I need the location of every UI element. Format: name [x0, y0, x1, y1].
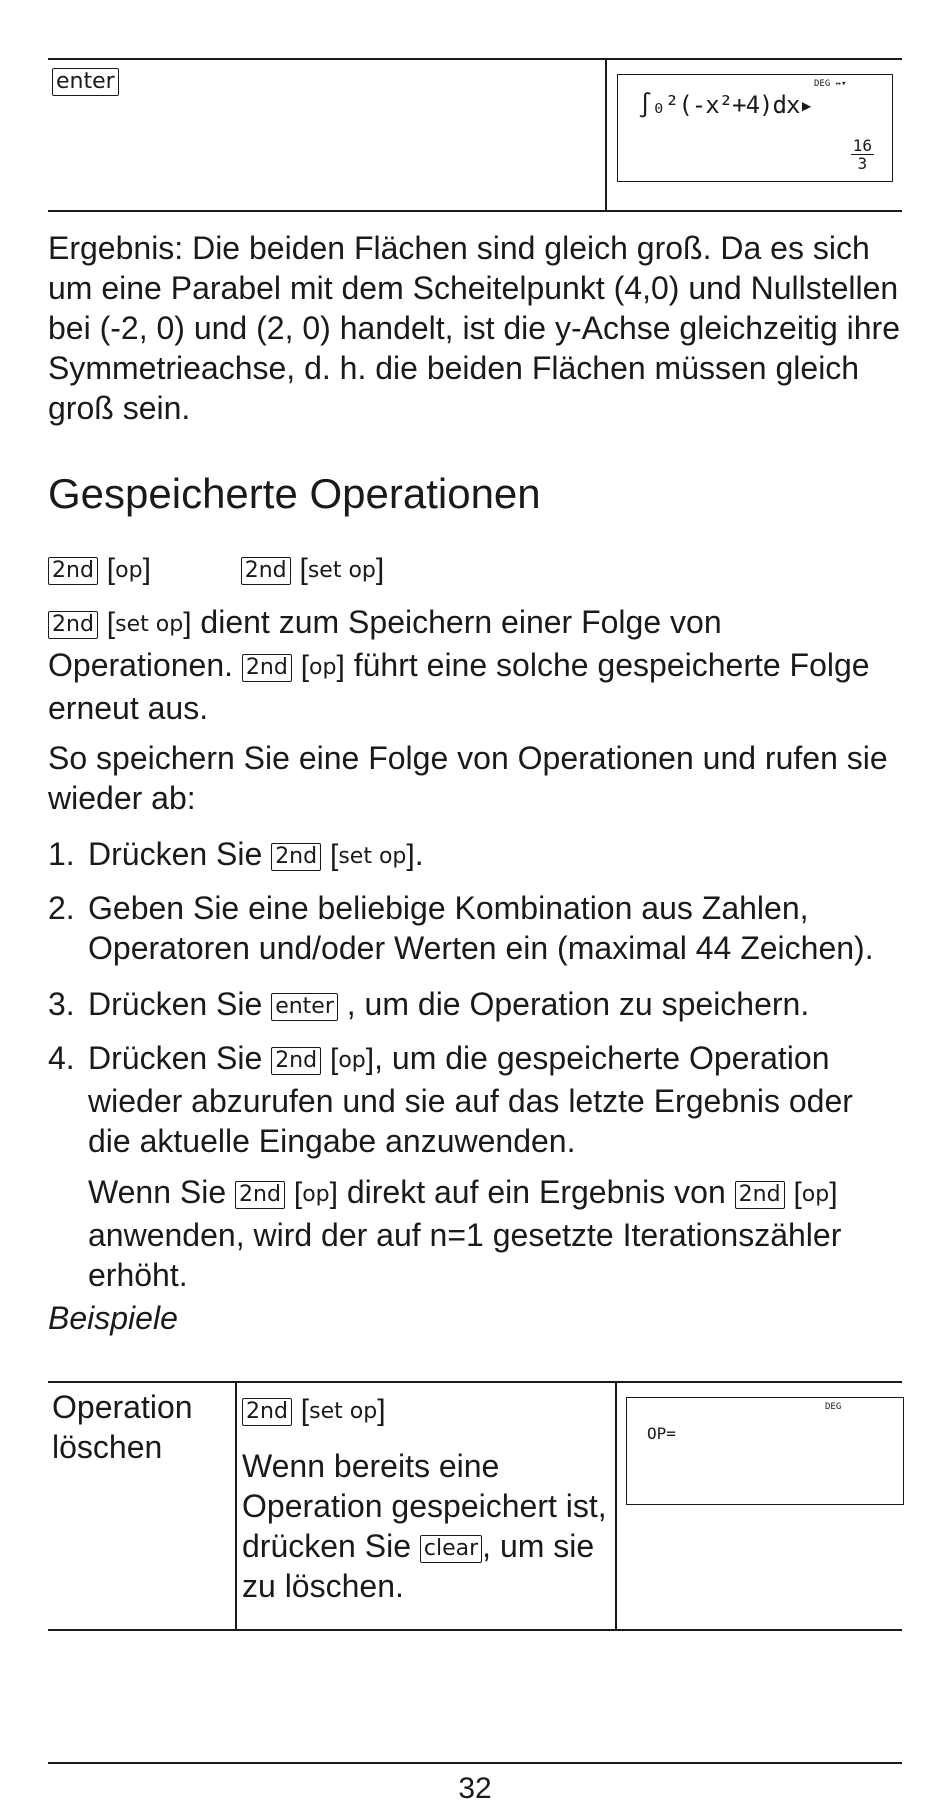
set-op-key: [set op]: [106, 607, 192, 640]
2nd-key: 2nd: [241, 557, 291, 585]
2nd-key: 2nd: [242, 654, 292, 682]
intro-text-2: führt eine solche gespeicherte Folge erneut aus.: [48, 647, 870, 726]
2nd-key: 2nd: [235, 1181, 285, 1209]
examples-label: Beispiele: [48, 1300, 178, 1336]
instructions-paragraph: So speichern Sie eine Folge von Operationen und rufen sie wieder ab:: [48, 740, 888, 816]
list-item: 1. Drücken Sie 2nd [set op].: [48, 836, 424, 872]
intro-text-1: dient zum Speichern einer Folge von Operationen.: [48, 604, 722, 683]
clear-key: clear: [420, 1535, 482, 1563]
2nd-key: 2nd: [48, 611, 98, 639]
operation-label: Operation löschen: [52, 1389, 193, 1465]
op-key: [op]: [793, 1177, 838, 1210]
op-key: [op]: [329, 1043, 375, 1076]
steps-list: [48, 1038, 902, 1161]
set-op-key: [set op]: [329, 839, 415, 872]
set-op-key: [set op]: [299, 553, 385, 586]
column-divider: [235, 1383, 237, 1629]
set-op-key: [set op]: [300, 1394, 386, 1427]
calculator-screen: [617, 74, 893, 182]
enter-key: enter: [271, 993, 338, 1021]
screen-indicators: DEG ↔▾: [814, 79, 847, 89]
result-numerator: 16: [852, 136, 872, 155]
2nd-key: 2nd: [271, 1047, 321, 1075]
example-table-integral: [48, 58, 902, 212]
example-table-clear-op: [48, 1381, 902, 1631]
result-denominator: 3: [857, 154, 868, 173]
enter-key: enter: [52, 68, 119, 96]
list-item: 3. Drücken Sie enter , um die Operation zu speichern.: [48, 986, 810, 1022]
steps-list: [48, 888, 902, 968]
result-paragraph: Ergebnis: Die beiden Flächen sind gleich groß. Da es sich um eine Parabel mit dem Scheitelpunkt (4,0) und Nullstellen bei (-2, 0) und (2, 0) handelt, ist die y-Achse gleichzeitig ihre Symmetrieachse, d. h. die beiden Flächen müssen gleich groß sein.: [48, 230, 900, 426]
calculator-screen: [626, 1397, 904, 1505]
page-number: 32: [458, 1772, 492, 1805]
screen-text: OP=: [647, 1424, 676, 1443]
op-key: [op]: [293, 1177, 338, 1210]
2nd-key: 2nd: [735, 1181, 785, 1209]
steps-list: [48, 984, 902, 1024]
2nd-key: 2nd: [48, 557, 98, 585]
screen-expression: ∫₀²(-x²+4)dx▸: [638, 91, 813, 119]
list-item: 4. Drücken Sie 2nd [op], um die gespeicherte Operation wieder abzurufen und sie auf das letzte Ergebnis oder die aktuelle Eingabe anzuwenden.: [48, 1040, 853, 1159]
key-sequence-row: [48, 548, 902, 591]
column-divider: [605, 60, 607, 210]
op-key: [op]: [106, 553, 151, 586]
operation-description: 2nd [set op] Wenn bereits eine Operation gespeichert ist, drücken Sie clear , um sie zu löschen.: [242, 1394, 607, 1604]
2nd-key: 2nd: [242, 1398, 292, 1426]
screen-result: [851, 137, 874, 172]
screen-indicators: DEG: [825, 1402, 842, 1412]
list-item: 2. Geben Sie eine beliebige Kombination aus Zahlen, Operatoren und/oder Werten ein (maximal 44 Zeichen).: [48, 890, 874, 966]
2nd-key: 2nd: [271, 843, 321, 871]
column-divider: [615, 1383, 617, 1629]
note-paragraph: Wenn Sie 2nd [op] direkt auf ein Ergebnis von 2nd [op] anwenden, wird der auf n=1 gesetzte Iterationszähler erhöht.: [88, 1174, 842, 1293]
steps-list: [48, 834, 902, 877]
intro-paragraph: [48, 602, 902, 728]
op-key: [op]: [300, 650, 345, 683]
footer-divider: [48, 1762, 902, 1764]
section-heading: Gespeicherte Operationen: [48, 470, 541, 517]
